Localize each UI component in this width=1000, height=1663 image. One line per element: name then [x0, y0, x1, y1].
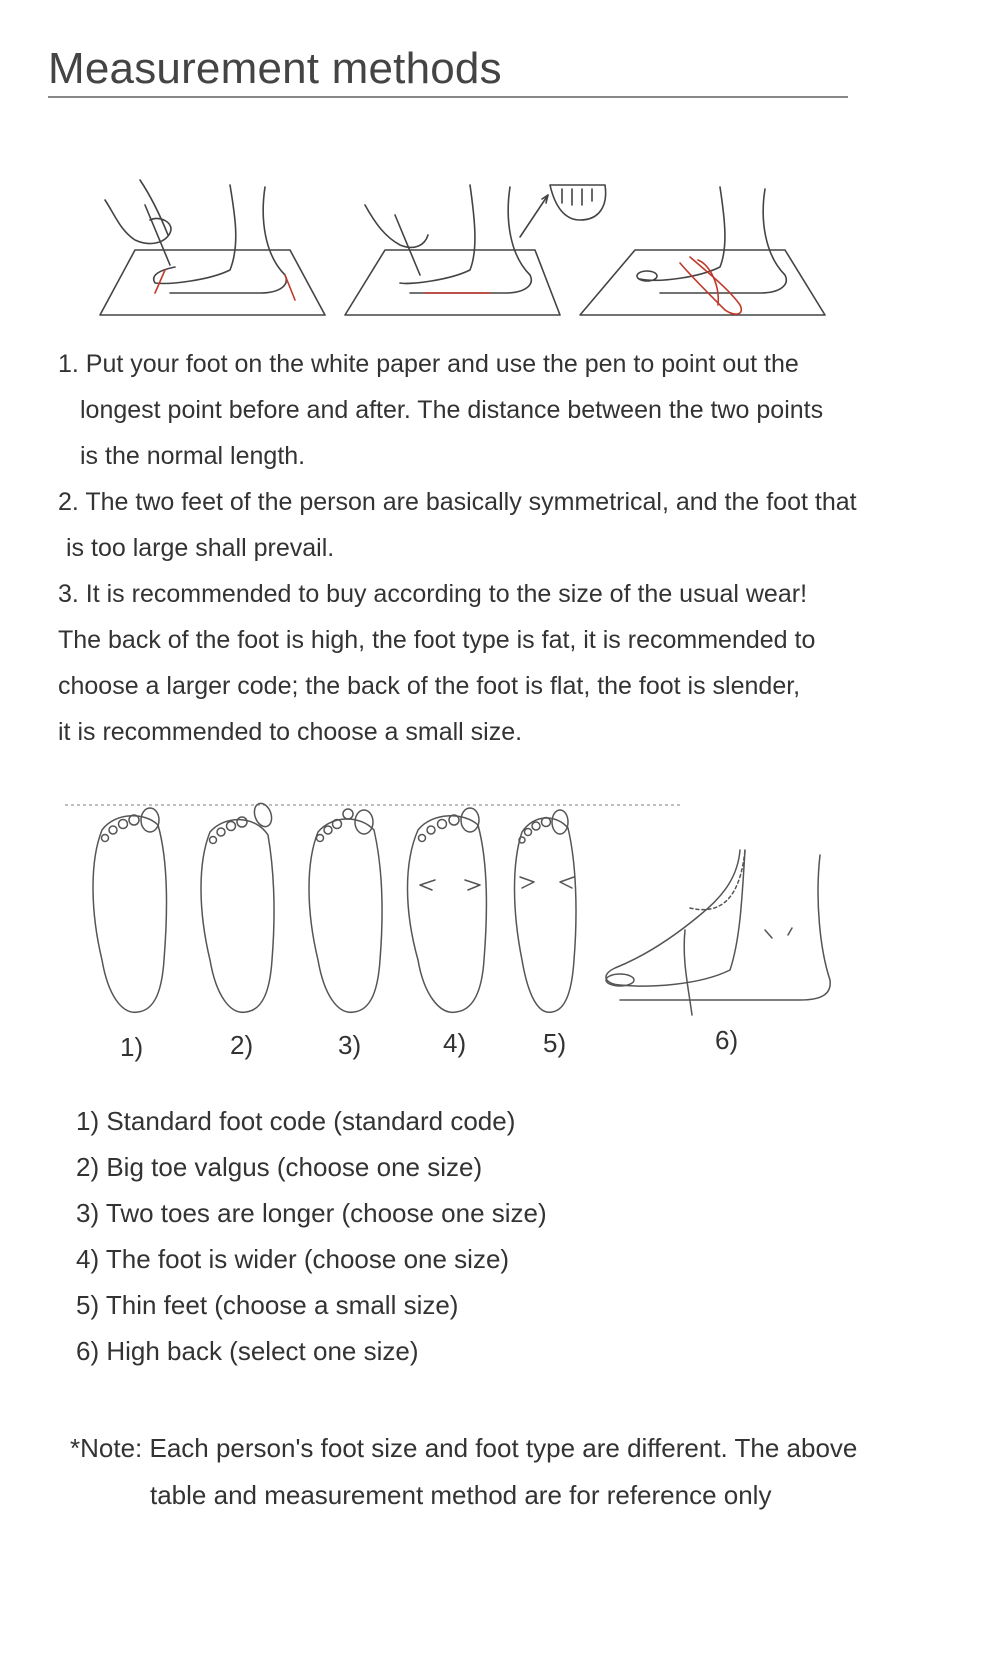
- foot-types-illustration: [60, 790, 840, 1030]
- foot-label-3: 3): [338, 1030, 362, 1060]
- foot-type-2: 2) Big toe valgus (choose one size): [76, 1152, 483, 1182]
- title-divider: [48, 96, 848, 98]
- foot-type-6: 6) High back (select one size): [76, 1336, 419, 1366]
- instruction-line-9: it is recommended to choose a small size.: [58, 718, 523, 746]
- instruction-line-3: is the normal length.: [80, 442, 306, 470]
- foot-type-5: 5) Thin feet (choose a small size): [76, 1290, 459, 1320]
- page-title: Measurement methods: [48, 44, 502, 93]
- instruction-line-1: 1. Put your foot on the white paper and use the pen to point out the: [58, 350, 799, 378]
- foot-label-1: 1): [120, 1032, 144, 1062]
- instruction-line-8: choose a larger code; the back of the foot is flat, the foot is slender,: [58, 672, 801, 700]
- note-line-1: *Note: Each person's foot size and foot type are different. The above: [70, 1433, 858, 1463]
- instruction-line-2: longest point before and after. The distance between the two points: [80, 396, 824, 424]
- foot-type-4: 4) The foot is wider (choose one size): [76, 1244, 510, 1274]
- foot-label-5: 5): [543, 1028, 567, 1058]
- instruction-line-6: 3. It is recommended to buy according to the size of the usual wear!: [58, 580, 808, 608]
- note-line-2: table and measurement method are for reference only: [150, 1480, 772, 1510]
- foot-label-2: 2): [230, 1030, 254, 1060]
- foot-label-6: 6): [715, 1025, 739, 1055]
- foot-label-4: 4): [443, 1028, 467, 1058]
- foot-type-3: 3) Two toes are longer (choose one size): [76, 1198, 547, 1228]
- instruction-line-4: 2. The two feet of the person are basically symmetrical, and the foot that: [58, 488, 857, 516]
- foot-type-1: 1) Standard foot code (standard code): [76, 1106, 516, 1136]
- measurement-illustration: [80, 175, 840, 335]
- instruction-line-7: The back of the foot is high, the foot type is fat, it is recommended to: [58, 626, 816, 654]
- instruction-line-5: is too large shall prevail.: [66, 534, 335, 562]
